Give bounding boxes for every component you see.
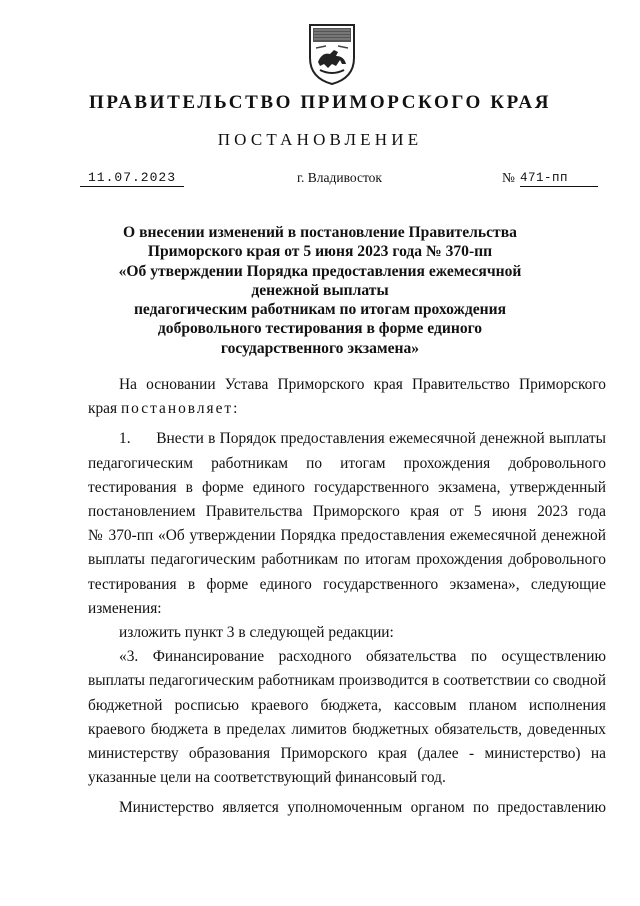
body-line: бюджетной росписью краевого бюджета, кассовым планом исполнения bbox=[88, 696, 606, 714]
body-text: края bbox=[88, 400, 121, 418]
subject-line: денежной выплаты bbox=[251, 281, 389, 299]
body-line: указанные цели на соответствующий финансовый год. bbox=[88, 769, 446, 787]
subject-line: «Об утверждении Порядка предоставления ежемесячной bbox=[118, 262, 522, 280]
body-line: выплаты педагогическим работникам по итогам прохождения добровольного bbox=[88, 551, 606, 569]
document-city: г. Владивосток bbox=[297, 170, 382, 185]
body-line: выплаты педагогическим работникам производится в соответствии со сводной bbox=[88, 672, 606, 690]
body-line: педагогическим работникам по итогам прохождения добровольного bbox=[88, 454, 606, 472]
body-line: изменения: bbox=[88, 599, 162, 617]
body-line: постановлением Правительства Приморского края от 5 июня 2023 года bbox=[88, 503, 606, 521]
body-line: 1. Внести в Порядок предоставления ежемесячной денежной выплаты bbox=[119, 430, 606, 448]
subject-line: добровольного тестирования в форме единого bbox=[157, 320, 483, 338]
document-subject bbox=[110, 223, 530, 358]
subject-line: педагогическим работникам по итогам прохождения bbox=[133, 301, 507, 319]
body-line: № 370-пп «Об утверждении Порядка предоставления ежемесячной денежной bbox=[88, 527, 606, 545]
document-date: 11.07.2023 bbox=[80, 170, 184, 187]
body-line: «3. Финансирование расходного обязательства по осуществлению bbox=[119, 648, 606, 666]
body-line: На основании Устава Приморского края Правительство Приморского bbox=[119, 376, 606, 393]
coat-of-arms-emblem bbox=[306, 22, 358, 86]
subject-line: государственного экзамена» bbox=[220, 339, 420, 357]
body-text: постановляет: bbox=[120, 400, 240, 418]
body-line: тестирования в форме единого государственного экзамена, утвержденный bbox=[88, 478, 606, 496]
body-line: краевого бюджета в пределах лимитов бюджетных обязательств, доведенных bbox=[88, 720, 606, 738]
body-line: тестирования в форме единого государственного экзамена», следующие bbox=[88, 575, 606, 593]
body-line: министерству образования Приморского края (далее - министерство) на bbox=[88, 745, 606, 763]
body-line: Министерство является уполномоченным органом по предоставлению bbox=[119, 799, 606, 817]
body-line bbox=[88, 397, 606, 421]
document-number-label: № bbox=[502, 170, 515, 185]
government-title: ПРАВИТЕЛЬСТВО ПРИМОРСКОГО КРАЯ bbox=[88, 92, 552, 113]
subject-line: О внесении изменений в постановление Правительства bbox=[123, 224, 517, 241]
body-line: изложить пункт 3 в следующей редакции: bbox=[119, 624, 394, 642]
document-body bbox=[88, 373, 606, 821]
subject-line: Приморского края от 5 июня 2023 года № 370-пп bbox=[147, 243, 493, 261]
document-type: ПОСТАНОВЛЕНИЕ bbox=[217, 130, 423, 149]
document-number: 471-пп bbox=[520, 170, 598, 187]
